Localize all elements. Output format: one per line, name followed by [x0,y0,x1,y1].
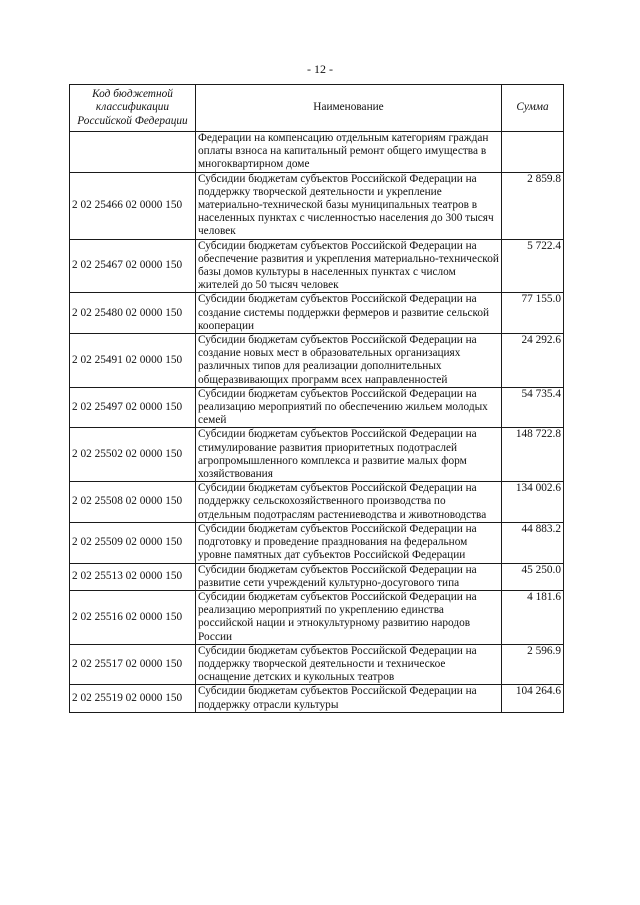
row-code: 2 02 25480 02 0000 150 [70,293,196,334]
table-row [70,293,564,334]
row-sum: 2 596.9 [502,644,564,685]
row-name: Субсидии бюджетам субъектов Российской Федерации на поддержку творческой деятельности и техническое оснащение детских и кукольных театров [196,644,502,685]
table-row [70,334,564,388]
row-sum: 45 250.0 [502,563,564,590]
header-name: Наименование [196,85,502,132]
table-row [70,644,564,685]
row-sum: 134 002.6 [502,482,564,523]
row-code: 2 02 25513 02 0000 150 [70,563,196,590]
table-row [70,685,564,712]
table-header-row [70,85,564,132]
row-sum: 2 859.8 [502,172,564,239]
row-code: 2 02 25466 02 0000 150 [70,172,196,239]
row-sum: 5 722.4 [502,239,564,293]
table-row [70,522,564,563]
row-name: Субсидии бюджетам субъектов Российской Федерации на реализацию мероприятий по укреплению единства российской нации и этнокультурному развитию народов России [196,590,502,644]
row-name: Субсидии бюджетам субъектов Российской Федерации на обеспечение развития и укрепления материально-технической базы домов культуры в населенных пунктах с числом жителей до 50 тысяч человек [196,239,502,293]
row-code: 2 02 25517 02 0000 150 [70,644,196,685]
table-row [70,563,564,590]
table-row [70,172,564,239]
row-name: Субсидии бюджетам субъектов Российской Федерации на подготовку и проведение празднования на федеральном уровне памятных дат субъектов Российской Федерации [196,522,502,563]
row-code: 2 02 25491 02 0000 150 [70,334,196,388]
budget-table [69,84,564,713]
row-sum: 77 155.0 [502,293,564,334]
row-sum [502,132,564,173]
row-sum: 54 735.4 [502,387,564,428]
row-name: Федерации на компенсацию отдельным категориям граждан оплаты взноса на капитальный ремонт общего имущества в многоквартирном доме [196,132,502,173]
row-sum: 4 181.6 [502,590,564,644]
table-row [70,428,564,482]
row-sum: 24 292.6 [502,334,564,388]
row-name: Субсидии бюджетам субъектов Российской Федерации на создание новых мест в образовательных организациях различных типов для реализации дополнительных общеразвивающих программ всех направленностей [196,334,502,388]
table-row [70,590,564,644]
table-row [70,482,564,523]
row-code: 2 02 25497 02 0000 150 [70,387,196,428]
header-code: Код бюджетной классификации Российской Федерации [70,85,196,132]
row-code: 2 02 25519 02 0000 150 [70,685,196,712]
row-name: Субсидии бюджетам субъектов Российской Федерации на поддержку сельскохозяйственного производства по отдельным подотраслям растениеводства и животноводства [196,482,502,523]
row-name: Субсидии бюджетам субъектов Российской Федерации на развитие сети учреждений культурно-досугового типа [196,563,502,590]
row-sum: 104 264.6 [502,685,564,712]
row-name: Субсидии бюджетам субъектов Российской Федерации на стимулирование развития приоритетных подотраслей агропромышленного комплекса и развитие малых форм хозяйствования [196,428,502,482]
row-name: Субсидии бюджетам субъектов Российской Федерации на создание системы поддержки фермеров и развитие сельской кооперации [196,293,502,334]
header-sum: Сумма [502,85,564,132]
row-sum: 148 722.8 [502,428,564,482]
row-code: 2 02 25516 02 0000 150 [70,590,196,644]
row-name: Субсидии бюджетам субъектов Российской Федерации на поддержку творческой деятельности и укрепление материально-технической базы муниципальных театров в населенных пунктах с численностью населения до 300 тысяч человек [196,172,502,239]
row-sum: 44 883.2 [502,522,564,563]
row-code: 2 02 25467 02 0000 150 [70,239,196,293]
row-code [70,132,196,173]
table-row [70,239,564,293]
row-code: 2 02 25508 02 0000 150 [70,482,196,523]
row-code: 2 02 25502 02 0000 150 [70,428,196,482]
row-code: 2 02 25509 02 0000 150 [70,522,196,563]
page-number: - 12 - [307,62,333,76]
row-name: Субсидии бюджетам субъектов Российской Федерации на реализацию мероприятий по обеспечению жильем молодых семей [196,387,502,428]
table-row [70,132,564,173]
row-name: Субсидии бюджетам субъектов Российской Федерации на поддержку отрасли культуры [196,685,502,712]
table-row [70,387,564,428]
